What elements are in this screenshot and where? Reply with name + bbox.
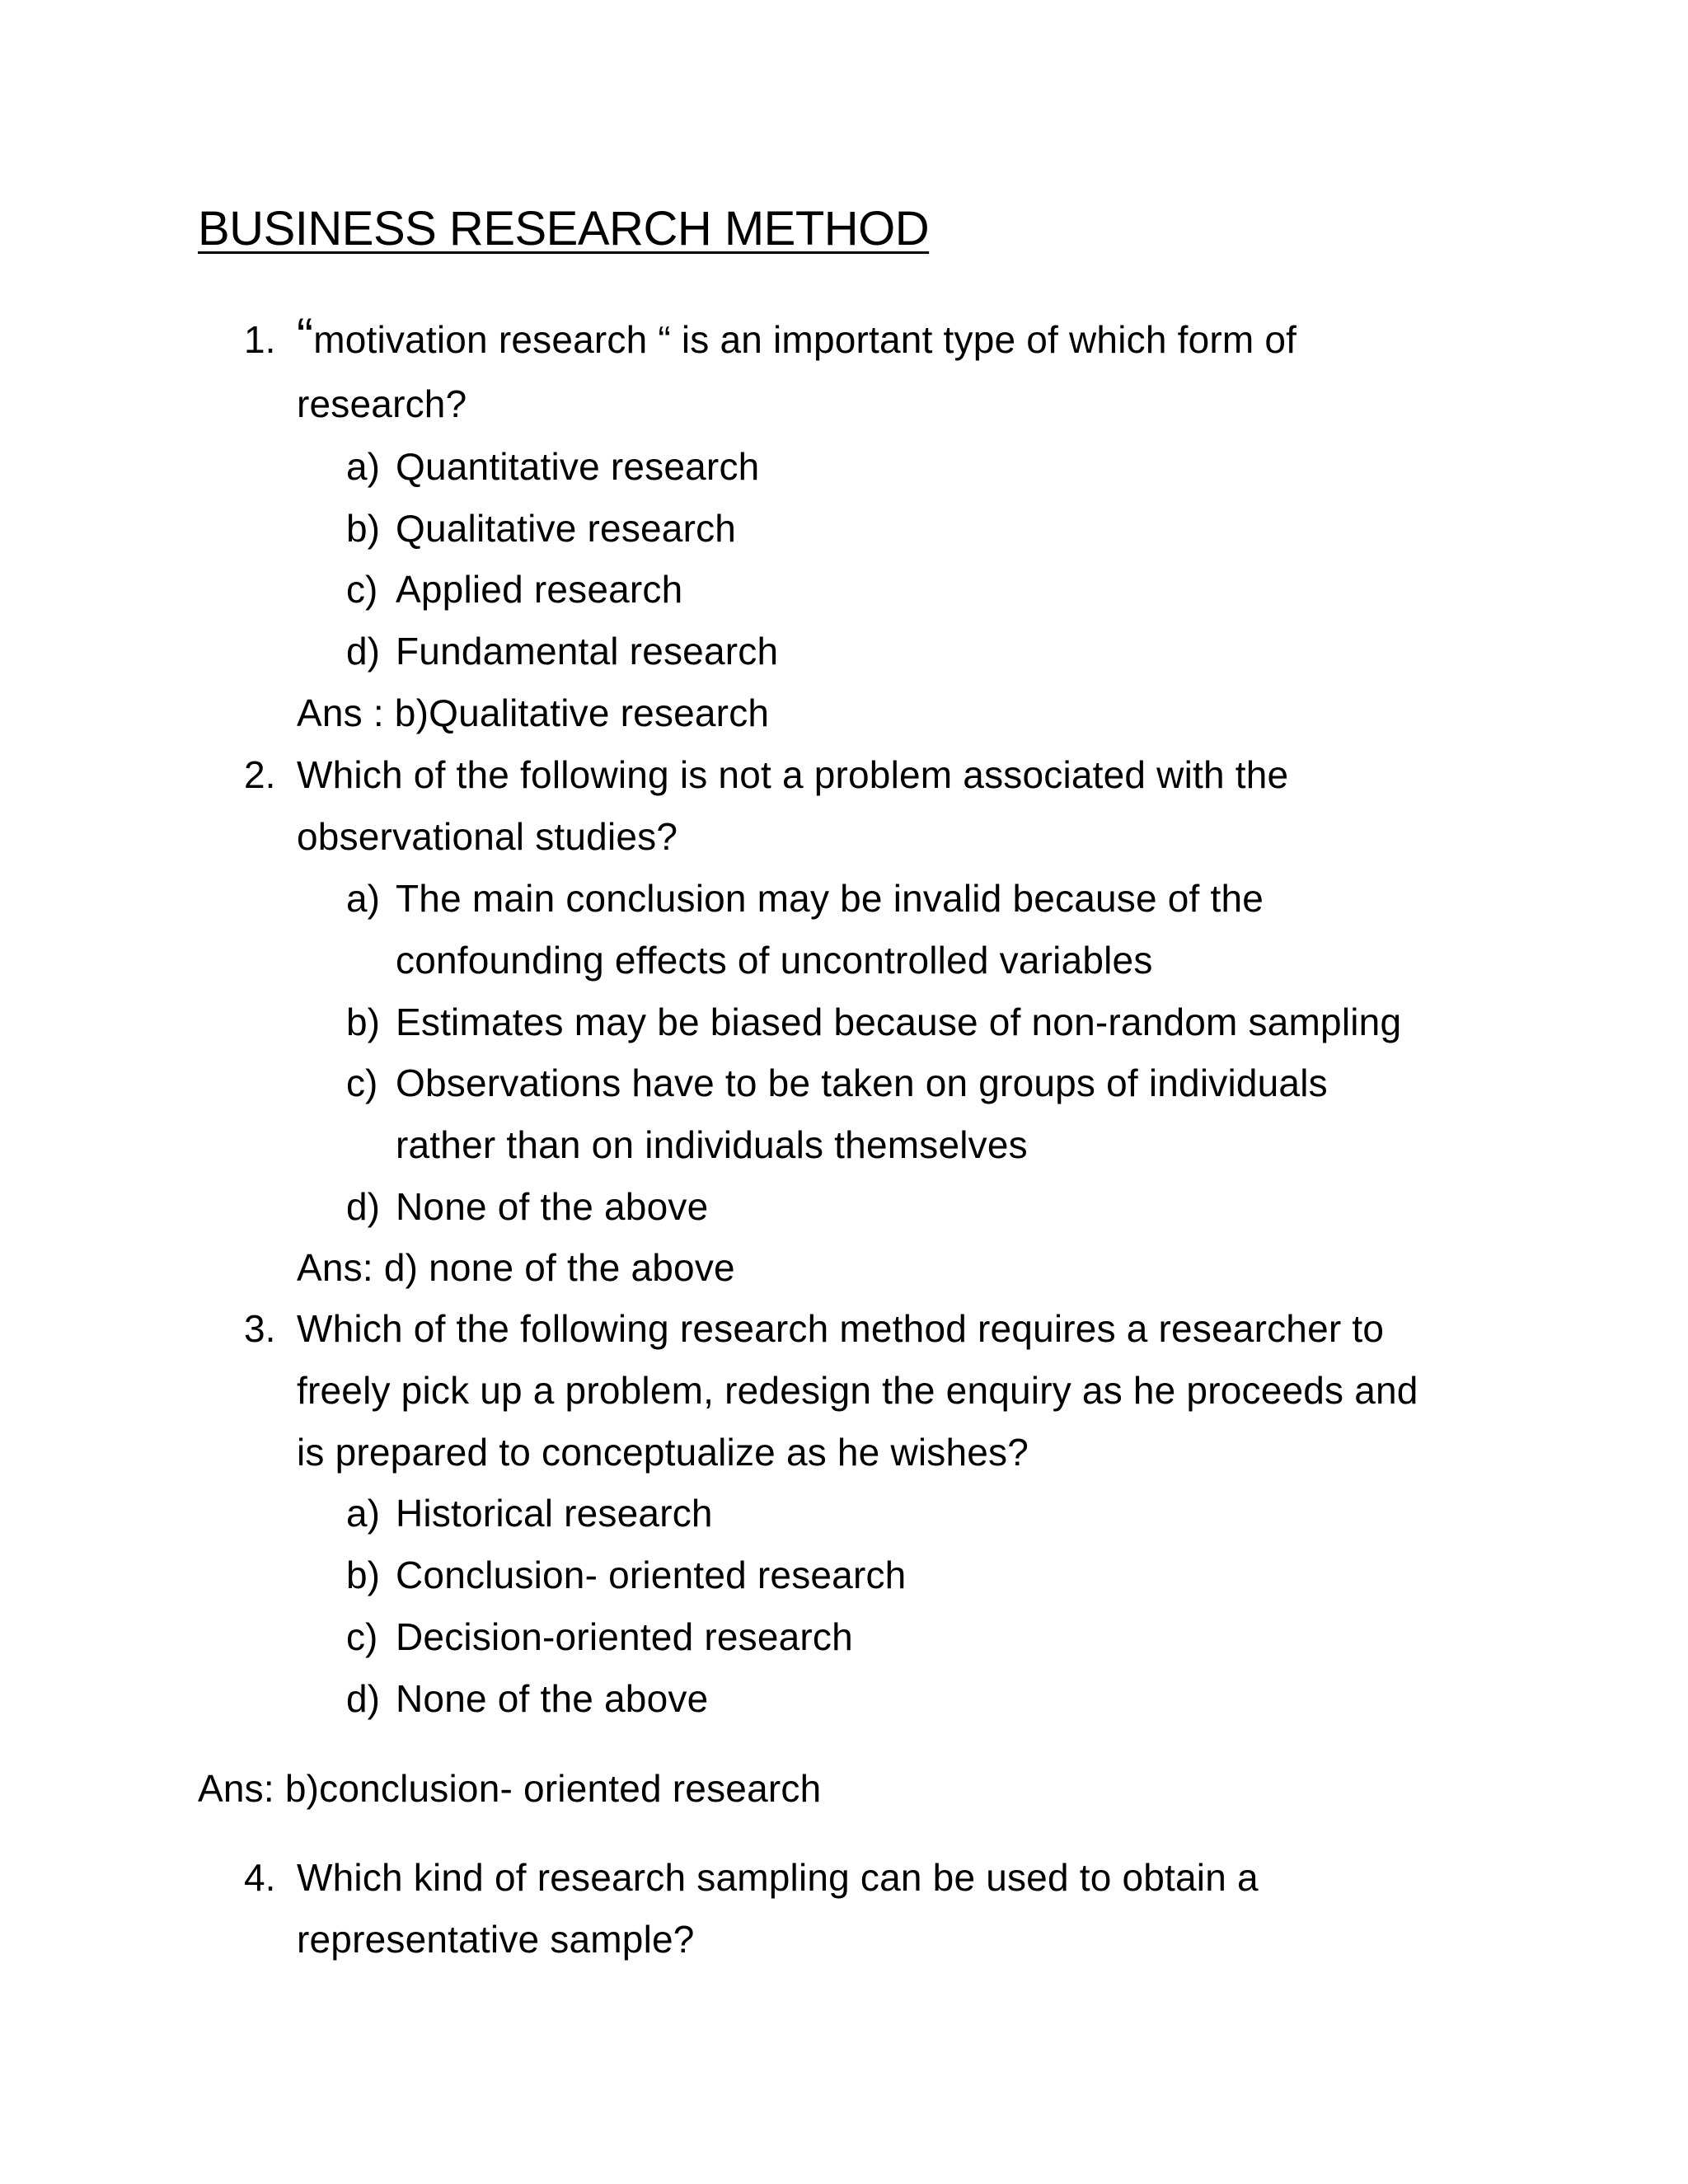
question-1-option-c-letter: c) bbox=[346, 568, 378, 611]
question-2-option-b-letter: b) bbox=[346, 1001, 380, 1043]
question-1-option-d-text: Fundamental research bbox=[396, 630, 779, 673]
question-2-text-line-2: observational studies? bbox=[297, 815, 678, 858]
question-1-option-c-text: Applied research bbox=[396, 568, 683, 611]
question-2-option-c-text-line-1: Observations have to be taken on groups of individuals bbox=[396, 1062, 1328, 1104]
question-1-option-b-text: Qualitative research bbox=[396, 507, 737, 550]
question-1-text-line-1-rest: motivation research “ is an important type of which form of bbox=[313, 318, 1297, 361]
question-2-option-d-letter: d) bbox=[346, 1185, 380, 1228]
question-2-text-line-1: Which of the following is not a problem associated with the bbox=[297, 753, 1289, 796]
question-4-text-line-2: representative sample? bbox=[297, 1918, 695, 1961]
question-2-option-d-text: None of the above bbox=[396, 1185, 709, 1228]
question-2-option-a-text-line-1: The main conclusion may be invalid because of the bbox=[396, 877, 1264, 920]
question-3-option-a-letter: a) bbox=[346, 1492, 380, 1535]
question-2-number: 2. bbox=[244, 753, 276, 796]
question-4-number: 4. bbox=[244, 1856, 276, 1899]
question-2-option-b-text: Estimates may be biased because of non-random sampling bbox=[396, 1001, 1402, 1043]
question-3-text-line-1: Which of the following research method requires a researcher to bbox=[297, 1307, 1385, 1350]
question-3-answer: Ans: b)conclusion- oriented research bbox=[198, 1767, 822, 1810]
question-1-text-line-1 bbox=[297, 308, 1297, 364]
question-1-option-a-letter: a) bbox=[346, 445, 380, 488]
question-3-option-d-letter: d) bbox=[346, 1677, 380, 1720]
question-3-option-c-text: Decision-oriented research bbox=[396, 1615, 853, 1658]
question-1-open-quote: “ bbox=[297, 308, 314, 363]
question-1-number: 1. bbox=[244, 318, 276, 361]
question-3-text-line-2: freely pick up a problem, redesign the enquiry as he proceeds and bbox=[297, 1369, 1418, 1412]
question-4-text-line-1: Which kind of research sampling can be used to obtain a bbox=[297, 1856, 1259, 1899]
question-1-text-line-2: research? bbox=[297, 382, 467, 425]
question-2-option-c-letter: c) bbox=[346, 1062, 378, 1104]
question-3-option-b-text: Conclusion- oriented research bbox=[396, 1554, 907, 1596]
question-1-option-b-letter: b) bbox=[346, 507, 380, 550]
question-2-option-c-text-line-2: rather than on individuals themselves bbox=[396, 1123, 1028, 1166]
question-3-option-b-letter: b) bbox=[346, 1554, 380, 1596]
question-2-answer: Ans: d) none of the above bbox=[297, 1246, 735, 1289]
document-title: BUSINESS RESEARCH METHOD bbox=[198, 202, 930, 255]
question-3-option-d-text: None of the above bbox=[396, 1677, 709, 1720]
question-3-number: 3. bbox=[244, 1307, 276, 1350]
question-2-option-a-text-line-2: confounding effects of uncontrolled variables bbox=[396, 939, 1153, 982]
question-3-option-a-text: Historical research bbox=[396, 1492, 713, 1535]
question-1-option-a-text: Quantitative research bbox=[396, 445, 760, 488]
question-1-answer: Ans : b)Qualitative research bbox=[297, 691, 770, 734]
question-3-option-c-letter: c) bbox=[346, 1615, 378, 1658]
question-3-text-line-3: is prepared to conceptualize as he wishes? bbox=[297, 1431, 1029, 1474]
question-1-option-d-letter: d) bbox=[346, 630, 380, 673]
question-2-option-a-letter: a) bbox=[346, 877, 380, 920]
